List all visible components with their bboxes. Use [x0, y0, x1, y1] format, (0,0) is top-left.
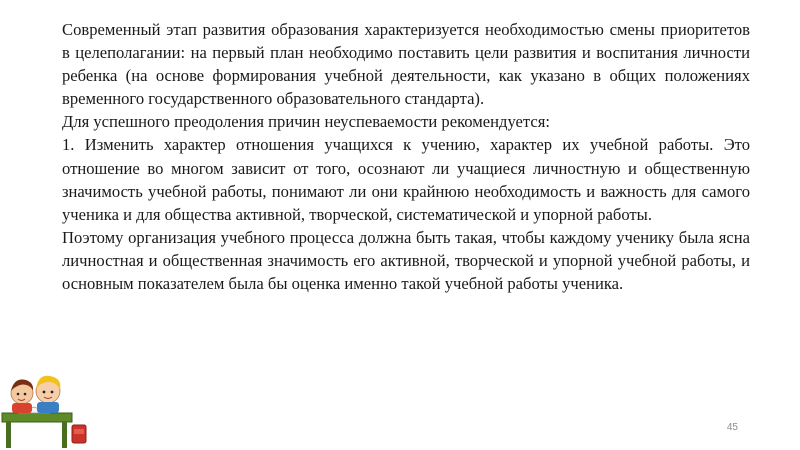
paragraph-recommendation-1: 1. Изменить характер отношения учащихся к учению, характер их учебной работы. Это отношение во многом зависит от того, осознают ли учащиеся личностную и общественную значимость учебной работы, понимают ли они крайнюю необходимость и важность для самого ученика и для общества активной, творческой, систематической и упорной работы.: [62, 135, 750, 224]
paragraph-recommendation-lead: Для успешного преодоления причин неуспеваемости рекомендуется:: [62, 112, 550, 132]
paragraph-intro: Современный этап развития образования характеризуется необходимостью смены приоритетов в целеполагании: на первый план необходимо поставить цели развития и воспитания личности ребенка (на основе формирования учебной деятельности, как указано в общих положениях временного государственного образовательного стандарта).: [62, 20, 750, 109]
slide-number: 45: [726, 422, 738, 433]
slide-body-text: [62, 18, 750, 295]
children-reading-at-desk-icon: [0, 363, 90, 450]
paragraph-conclusion: Поэтому организация учебного процесса должна быть такая, чтобы каждому ученику была ясна личностная и общественная значимость его активной, творческой и упорной учебной работы, и основным показателем была бы оценка именно такой учебной работы ученика.: [62, 227, 750, 294]
